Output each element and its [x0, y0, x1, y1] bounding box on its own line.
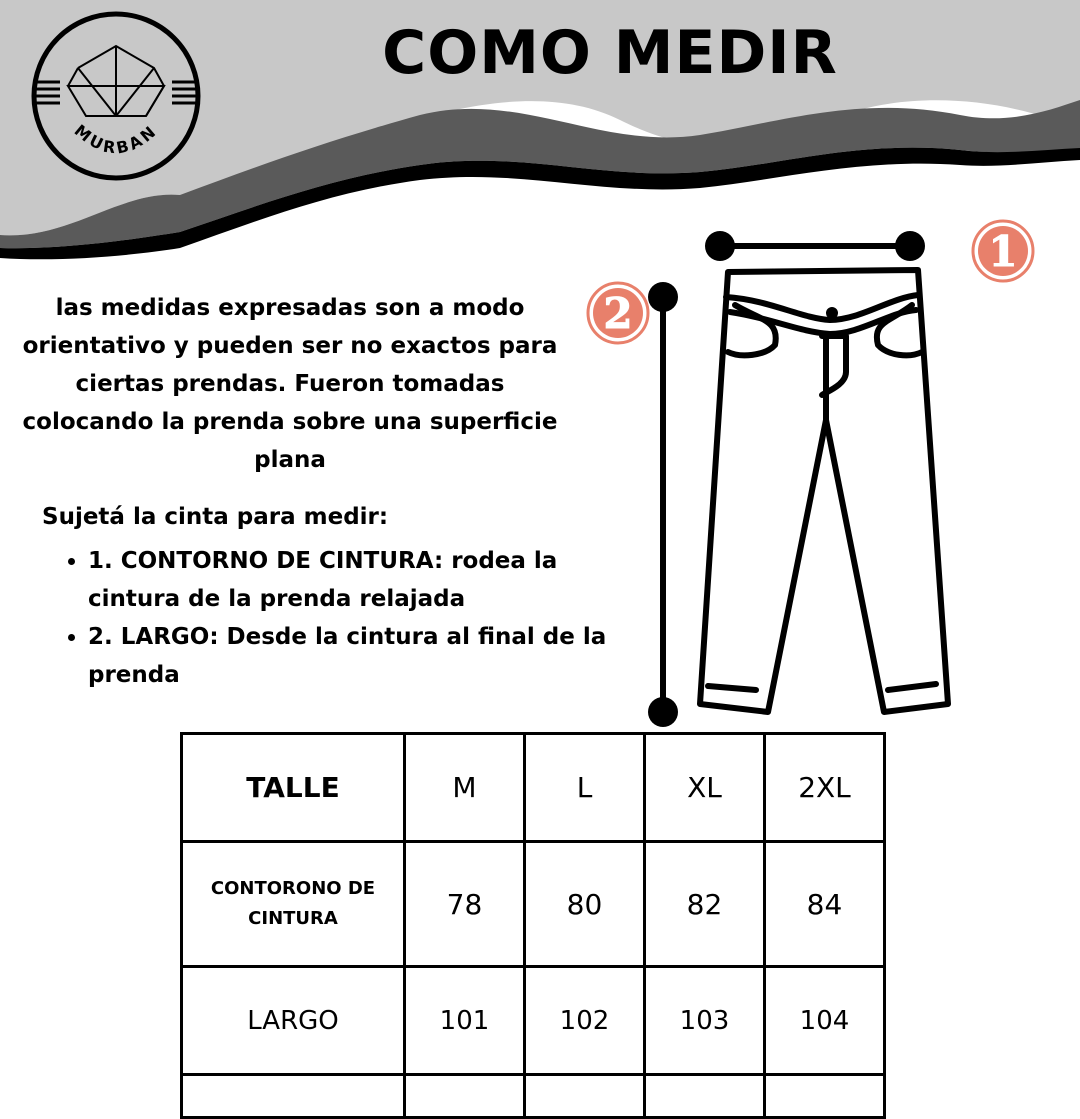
- marker-1: [973, 221, 1033, 281]
- table-cell: [765, 1075, 885, 1118]
- instructions-title: Sujetá la cinta para medir:: [42, 504, 389, 530]
- table-cell: 101: [405, 967, 525, 1075]
- brand-logo: [28, 8, 204, 184]
- intro-text: las medidas expresadas son a modo orientativo y pueden ser no exactos para ciertas prendas. Fueron tomadas colocando la prenda sobre una superficie plana: [22, 295, 558, 473]
- size-header: XL: [645, 734, 765, 842]
- page-title: COMO MEDIR: [382, 18, 838, 88]
- svg-text:MURBAN: [71, 121, 162, 158]
- table-row: [182, 842, 885, 967]
- table-cell: 102: [525, 967, 645, 1075]
- table-row: [182, 967, 885, 1075]
- size-header: 2XL: [765, 734, 885, 842]
- table-cell: [525, 1075, 645, 1118]
- instructions-list: [50, 542, 648, 694]
- row-label: CONTORONO DE CINTURA: [182, 842, 405, 967]
- pants-icon: [700, 270, 948, 712]
- list-item: • 2. LARGO: Desde la cintura al final de la prenda: [88, 618, 648, 694]
- marker-2: [588, 283, 648, 343]
- paper-boat-icon: [34, 46, 198, 116]
- table-cell: 78: [405, 842, 525, 967]
- svg-text:2: 2: [603, 289, 633, 338]
- table-cell: [645, 1075, 765, 1118]
- table-header-label: TALLE: [182, 734, 405, 842]
- waist-measure-line: [705, 231, 925, 261]
- table-header-row: [182, 734, 885, 842]
- length-measure-line: [648, 282, 678, 727]
- table-cell: 82: [645, 842, 765, 967]
- table-row: [182, 1075, 885, 1118]
- table-cell: 103: [645, 967, 765, 1075]
- table-cell: 84: [765, 842, 885, 967]
- table-cell: [182, 1075, 405, 1118]
- list-item: • 1. CONTORNO DE CINTURA: rodea la cintura de la prenda relajada: [88, 542, 648, 618]
- table-cell: 80: [525, 842, 645, 967]
- size-header: M: [405, 734, 525, 842]
- table-cell: 104: [765, 967, 885, 1075]
- pants-diagram: [580, 210, 1050, 730]
- svg-text:1: 1: [988, 227, 1018, 276]
- size-header: L: [525, 734, 645, 842]
- table-cell: [405, 1075, 525, 1118]
- size-table: [180, 732, 886, 1119]
- brand-name: MURBAN: [70, 120, 162, 158]
- row-label: LARGO: [182, 967, 405, 1075]
